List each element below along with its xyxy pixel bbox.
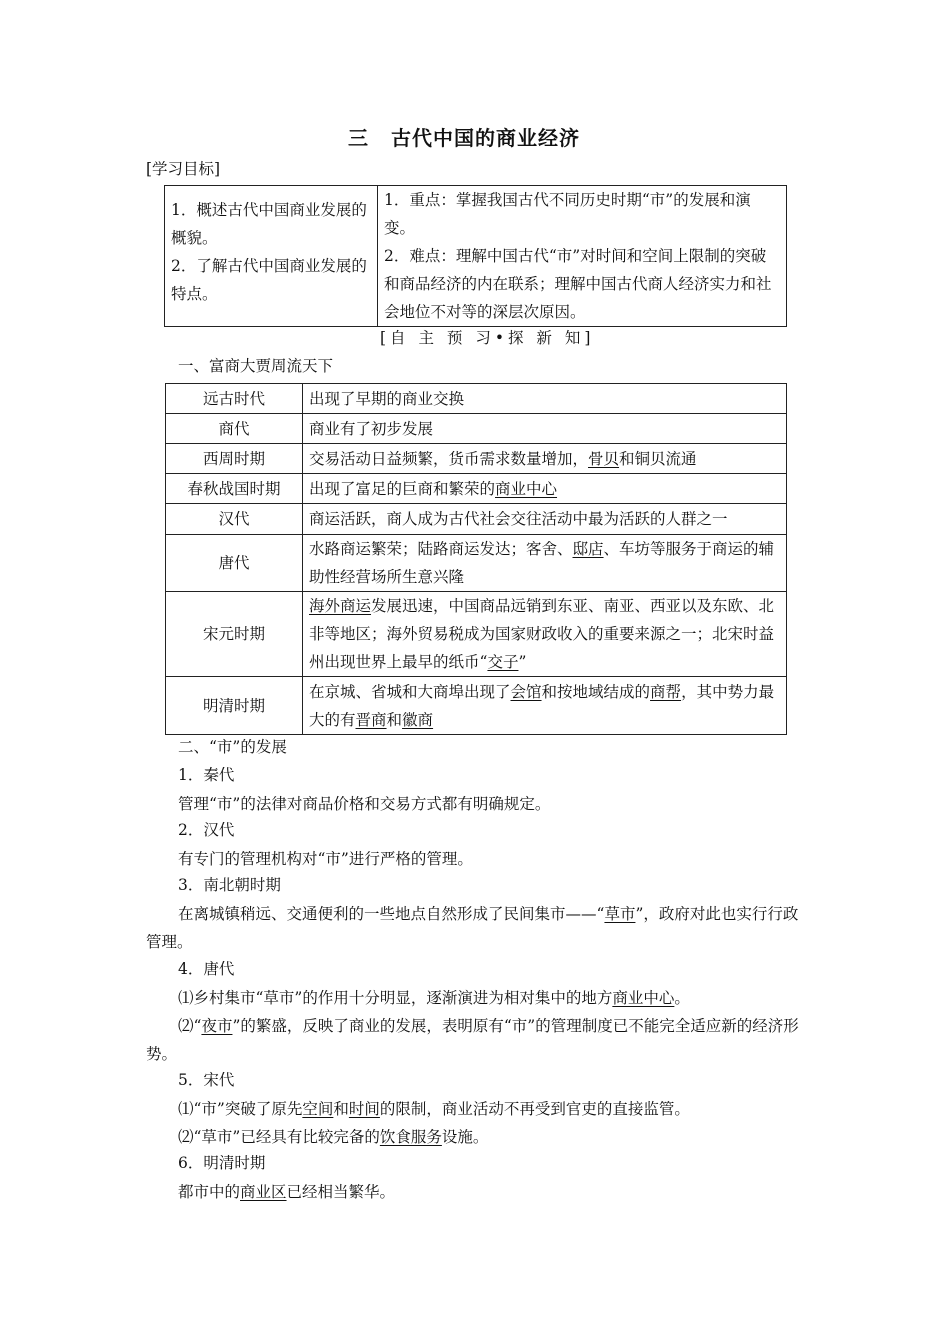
page-title: 三 古代中国的商业经济 bbox=[348, 126, 580, 150]
period-text: ⑵“草市”已经具有比较完备的饮食服务设施。 bbox=[178, 1128, 489, 1146]
period-text: 有专门的管理机构对“市”进行严格的管理。 bbox=[178, 850, 473, 868]
desc-cell: 在京城、省城和大商埠出现了会馆和按地域结成的商帮，其中势力最大的有晋商和徽商 bbox=[303, 677, 787, 735]
table-row bbox=[166, 444, 787, 474]
desc-cell: 海外商运发展迅速，中国商品远销到东亚、南亚、西亚以及东欧、北非等地区；海外贸易税成为国家财政收入的重要来源之一；北宋时益州出现世界上最早的纸币“交子” bbox=[303, 592, 787, 677]
era-cell: 宋元时期 bbox=[166, 592, 303, 677]
desc-cell: 交易活动日益频繁，货币需求数量增加，骨贝和铜贝流通 bbox=[303, 444, 787, 474]
goals-left-cell bbox=[165, 186, 378, 327]
period-text: ⑵“夜市”的繁盛，反映了商业的发展，表明原有“市”的管理制度已不能完全适应新的经济形势。 bbox=[146, 1017, 799, 1063]
era-cell: 西周时期 bbox=[166, 444, 303, 474]
learning-goals-table bbox=[164, 185, 787, 327]
goals-label: [学习目标] bbox=[146, 160, 221, 178]
merchant-timeline-table bbox=[165, 383, 787, 735]
era-cell: 汉代 bbox=[166, 504, 303, 535]
goal-difficulty: 2．难点：理解中国古代“市”对时间和空间上限制的突破和商品经济的内在联系；理解中国古代商人经济实力和社会地位不对等的深层次原因。 bbox=[384, 247, 772, 321]
period-heading: 2．汉代 bbox=[178, 821, 235, 839]
goal-key-point: 1．重点：掌握我国古代不同历史时期“市”的发展和演变。 bbox=[384, 191, 751, 237]
desc-cell: 出现了富足的巨商和繁荣的商业中心 bbox=[303, 474, 787, 504]
era-cell: 商代 bbox=[166, 414, 303, 444]
era-cell: 唐代 bbox=[166, 535, 303, 592]
desc-cell: 商运活跃，商人成为古代社会交往活动中最为活跃的人群之一 bbox=[303, 504, 787, 535]
table-row bbox=[166, 535, 787, 592]
table-row bbox=[166, 592, 787, 677]
period-heading: 4．唐代 bbox=[178, 960, 235, 978]
era-cell: 春秋战国时期 bbox=[166, 474, 303, 504]
table-row bbox=[166, 474, 787, 504]
goal-1: 1．概述古代中国商业发展的概貌。 bbox=[171, 201, 367, 247]
period-heading: 1．秦代 bbox=[178, 766, 235, 784]
section1-heading: 一、富商大贾周流天下 bbox=[178, 357, 334, 375]
desc-cell: 出现了早期的商业交换 bbox=[303, 384, 787, 414]
period-heading: 3．南北朝时期 bbox=[178, 876, 281, 894]
table-row bbox=[166, 384, 787, 414]
period-text: 管理“市”的法律对商品价格和交易方式都有明确规定。 bbox=[178, 795, 551, 813]
period-text: ⑴乡村集市“草市”的作用十分明显，逐渐演进为相对集中的地方商业中心。 bbox=[178, 989, 690, 1007]
period-text: 在离城镇稍远、交通便利的一些地点自然形成了民间集市——“草市”，政府对此也实行行政管理。 bbox=[146, 905, 799, 951]
period-text: 都市中的商业区已经相当繁华。 bbox=[178, 1183, 396, 1201]
era-cell: 远古时代 bbox=[166, 384, 303, 414]
preview-label: [自 主 预 习•探 新 知] bbox=[380, 329, 595, 347]
period-heading: 6．明清时期 bbox=[178, 1154, 266, 1172]
desc-cell: 水路商运繁荣；陆路商运发达；客舍、邸店、车坊等服务于商运的辅助性经营场所生意兴隆 bbox=[303, 535, 787, 592]
goal-2: 2．了解古代中国商业发展的特点。 bbox=[171, 257, 367, 303]
period-heading: 5．宋代 bbox=[178, 1071, 235, 1089]
table-row bbox=[166, 414, 787, 444]
section2-heading: 二、“市”的发展 bbox=[178, 738, 287, 756]
desc-cell: 商业有了初步发展 bbox=[303, 414, 787, 444]
table-row bbox=[166, 504, 787, 535]
period-text: ⑴“市”突破了原先空间和时间的限制，商业活动不再受到官吏的直接监管。 bbox=[178, 1100, 690, 1118]
table-row bbox=[166, 677, 787, 735]
era-cell: 明清时期 bbox=[166, 677, 303, 735]
goals-right-cell bbox=[378, 186, 787, 327]
